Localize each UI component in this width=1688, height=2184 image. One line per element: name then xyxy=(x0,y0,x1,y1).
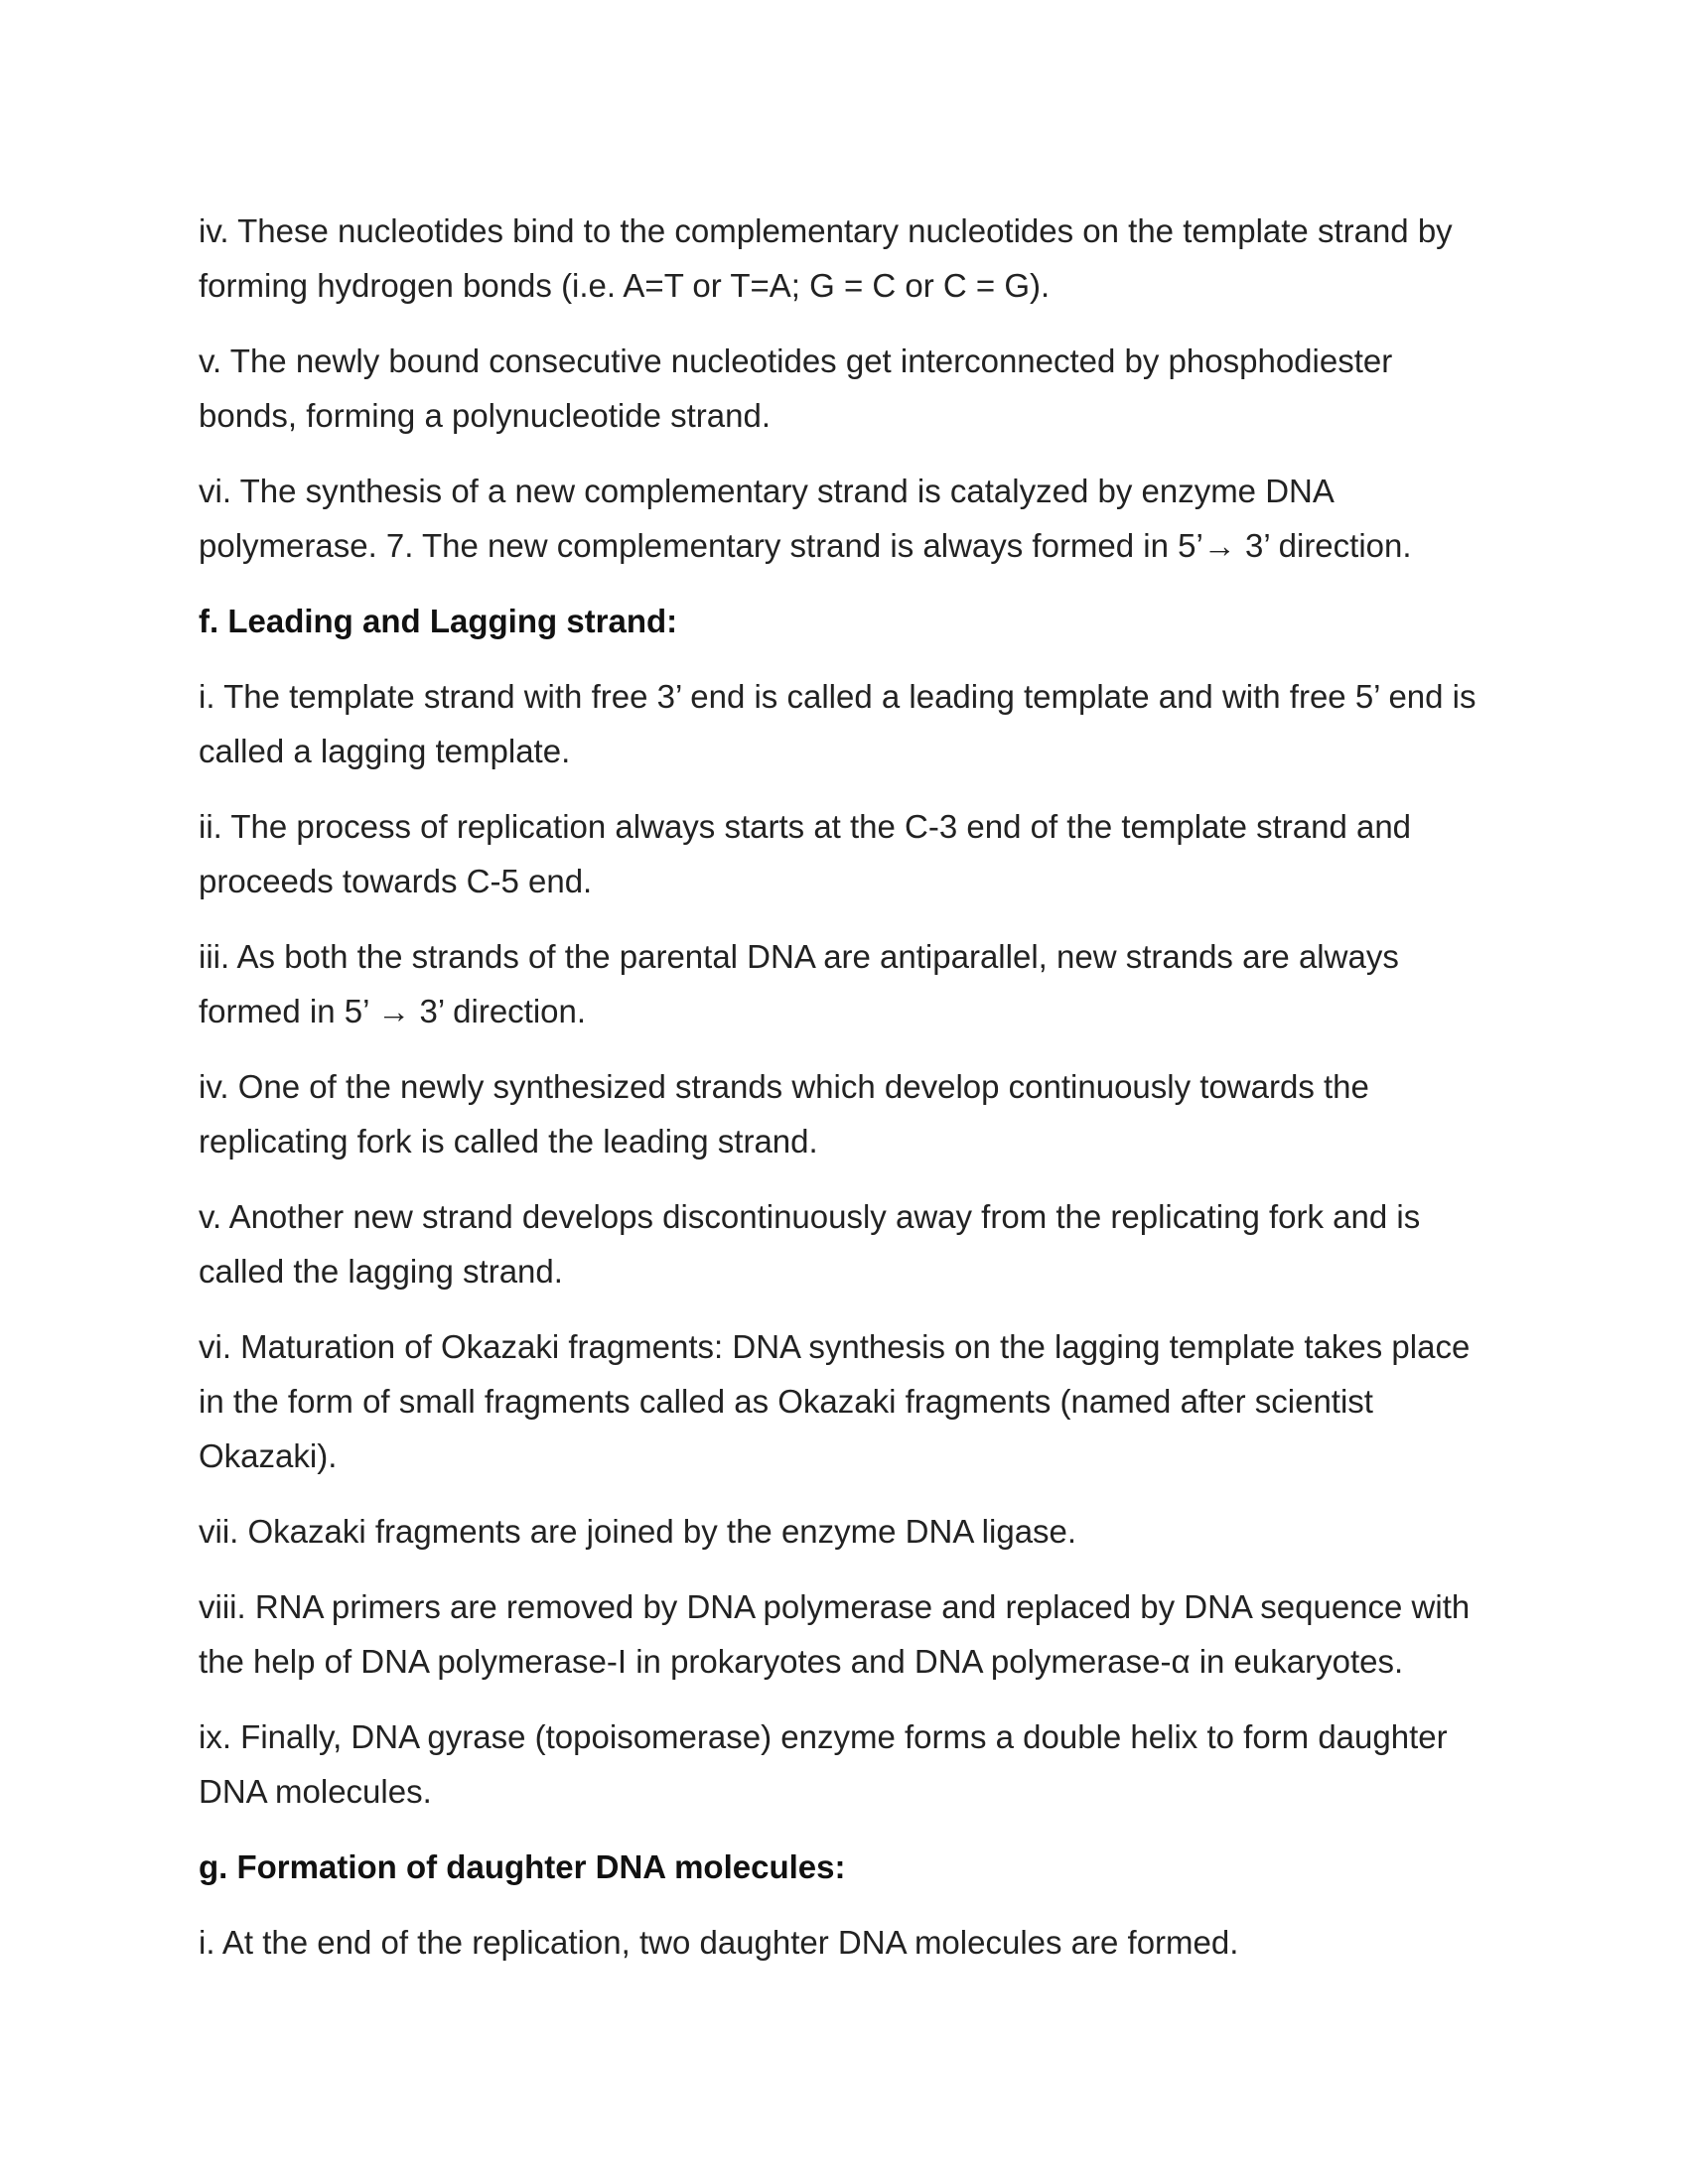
section-heading-leading-lagging: f. Leading and Lagging strand: xyxy=(199,603,678,639)
paragraph-v-lagging-strand: v. Another new strand develops discontinuously away from the replicating fork and is called the lagging strand. xyxy=(199,1198,1421,1290)
paragraph-viii-rna-primers: viii. RNA primers are removed by DNA polymerase and replaced by DNA sequence with the help of DNA polymerase-I in prokaryotes and DNA polymerase-α in eukaryotes. xyxy=(199,1588,1471,1680)
paragraph-iv-leading-strand: iv. One of the newly synthesized strands which develop continuously towards the replicating fork is called the leading strand. xyxy=(199,1068,1369,1160)
paragraph-iv-hydrogen-bonds: iv. These nucleotides bind to the complementary nucleotides on the template strand by forming hydrogen bonds (i.e. A=T or T=A; G = C or C = G). xyxy=(199,212,1453,304)
paragraph-i-daughter-molecules: i. At the end of the replication, two daughter DNA molecules are formed. xyxy=(199,1924,1239,1961)
paragraph-vi-okazaki-fragments: vi. Maturation of Okazaki fragments: DNA synthesis on the lagging template takes place in the form of small fragments called as Okazaki fragments (named after scientist Okazaki). xyxy=(199,1328,1471,1474)
paragraph-ii-replication-start: ii. The process of replication always starts at the C-3 end of the template strand and proceeds towards C-5 end. xyxy=(199,808,1412,899)
document-body xyxy=(199,204,1489,1990)
paragraph-v-phosphodiester-bonds: v. The newly bound consecutive nucleotides get interconnected by phosphodiester bonds, forming a polynucleotide strand. xyxy=(199,342,1393,434)
paragraph-vi-dna-polymerase: vi. The synthesis of a new complementary strand is catalyzed by enzyme DNA polymerase. 7. The new complementary strand is always formed in 5’→ 3’ direction. xyxy=(199,473,1412,564)
paragraph-i-leading-template: i. The template strand with free 3’ end is called a leading template and with free 5’ end is called a lagging template. xyxy=(199,678,1477,769)
section-heading-daughter-dna: g. Formation of daughter DNA molecules: xyxy=(199,1848,846,1885)
paragraph-vii-dna-ligase: vii. Okazaki fragments are joined by the enzyme DNA ligase. xyxy=(199,1513,1077,1550)
paragraph-ix-dna-gyrase: ix. Finally, DNA gyrase (topoisomerase) enzyme forms a double helix to form daughter DNA molecules. xyxy=(199,1718,1448,1810)
paragraph-iii-antiparallel: iii. As both the strands of the parental DNA are antiparallel, new strands are always formed in 5’ → 3’ direction. xyxy=(199,938,1399,1029)
